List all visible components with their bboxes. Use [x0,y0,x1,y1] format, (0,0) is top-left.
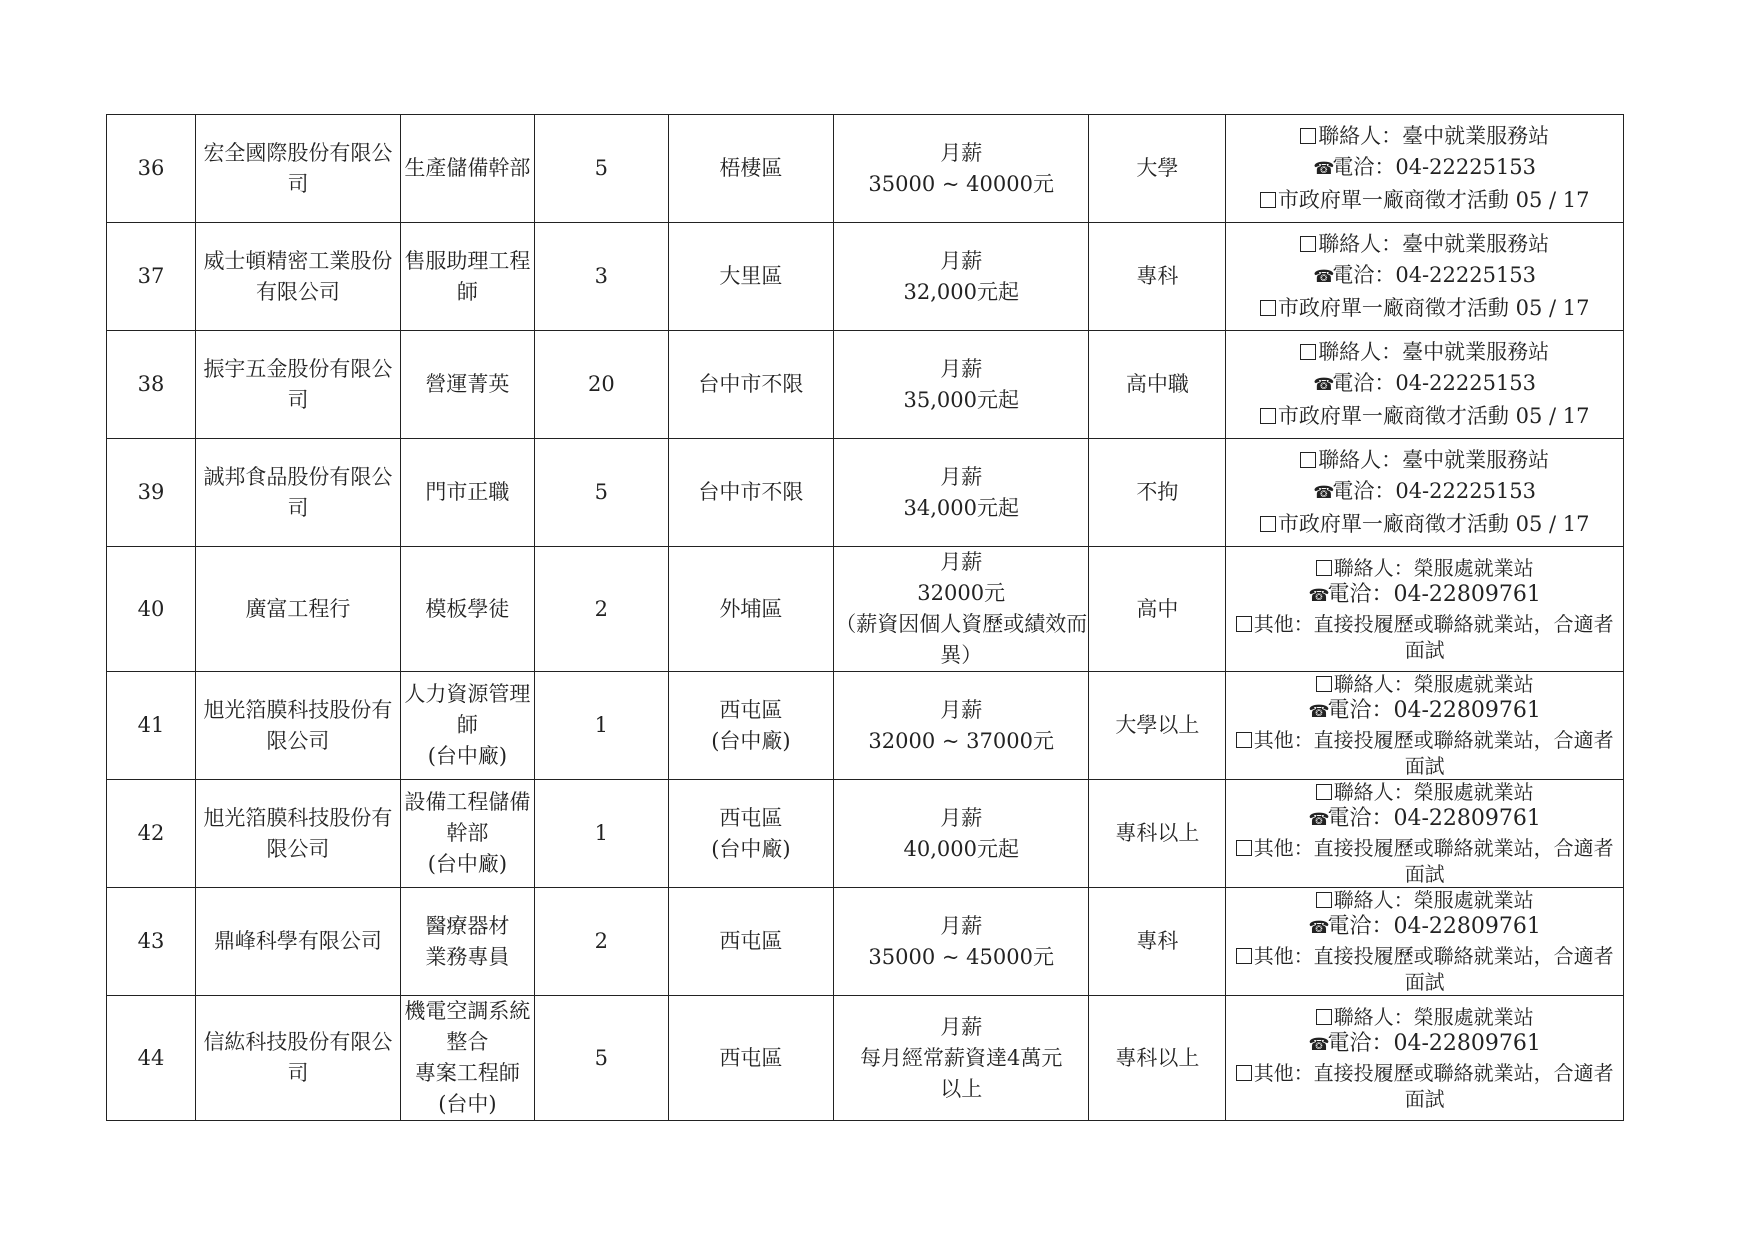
contact-person-line [1226,229,1623,260]
education-cell [1089,672,1226,780]
headcount: 5 [594,480,609,504]
education-cell [1089,115,1226,223]
education: 專科 [1136,929,1179,953]
position-cell [400,331,534,439]
position-line: 設備工程儲備幹部 [404,790,531,845]
location-line: 西屯區 [719,1045,783,1070]
location-cell [668,888,833,996]
salary-cell [834,780,1089,888]
salary-cell [834,331,1089,439]
company-name: 威士頓精密工業股份有限公司 [203,248,393,304]
salary-line: 月薪 [940,697,983,722]
contact-cell [1226,331,1624,439]
location-line: (台中廠) [711,836,791,861]
contact-note: 其他：直接投履歷或聯絡就業站，合適者面試 [1253,944,1614,994]
location-line: 西屯區 [719,697,783,722]
headcount: 20 [587,372,615,396]
salary-line: 月薪 [940,1014,983,1039]
location-cell [668,996,833,1121]
location-line: 西屯區 [719,929,783,953]
salary-line: 40,000元起 [903,836,1019,861]
location-line: 台中市不限 [698,480,804,504]
contact-note-line [1226,185,1623,216]
salary-line: 月薪 [940,913,983,938]
contact-phone-line [1226,696,1623,727]
salary-line: 月薪 [940,248,983,273]
contact-person: 聯絡人：臺中就業服務站 [1318,124,1550,148]
headcount: 5 [594,1045,609,1070]
company-name-cell [195,996,400,1121]
company-name-cell [195,547,400,672]
location-cell [668,672,833,780]
contact-note-line [1226,1060,1623,1112]
checkbox-icon [1316,1009,1332,1025]
table-row [107,996,1624,1121]
salary-line: 月薪 [940,805,983,830]
contact-phone-line [1226,368,1623,401]
headcount-cell [534,780,668,888]
contact-note: 市政府單一廠商徵才活動 05 / 17 [1277,404,1590,428]
contact-note: 市政府單一廠商徵才活動 05 / 17 [1277,188,1590,212]
contact-cell [1226,439,1624,547]
position-line: 售服助理工程師 [404,248,531,304]
salary-line: 月薪 [940,550,983,574]
contact-phone-line [1226,912,1623,943]
checkbox-icon [1260,408,1276,424]
location-cell [668,439,833,547]
contact-person-line [1226,121,1623,152]
row-number-cell [107,780,196,888]
headcount-cell [534,115,668,223]
headcount-cell [534,547,668,672]
headcount-cell [534,888,668,996]
position-line: 門市正職 [425,480,510,504]
contact-note-line [1226,611,1623,663]
company-name: 鼎峰科學有限公司 [213,929,382,953]
checkbox-icon [1260,192,1276,208]
phone-icon: ☎ [1308,1034,1330,1055]
row-number-cell [107,439,196,547]
position-line: (台中廠) [427,852,508,876]
row-number: 36 [137,156,165,180]
phone-icon: ☎ [1313,267,1335,287]
phone-icon: ☎ [1308,585,1330,606]
row-number: 44 [137,1045,165,1070]
location-line: 梧棲區 [719,156,783,180]
salary-line: 32000元 [917,581,1006,605]
education-cell [1089,439,1226,547]
salary-line: 34,000元起 [903,495,1019,520]
company-name: 信紘科技股份有限公司 [203,1030,393,1085]
headcount: 3 [594,264,609,288]
contact-note-line [1226,943,1623,995]
checkbox-icon [1236,732,1252,748]
position-line: 專案工程師 [414,1061,520,1085]
location-line: 西屯區 [719,805,783,830]
row-number-cell [107,996,196,1121]
location-cell [668,115,833,223]
salary-line: 以上 [940,1076,983,1101]
salary-cell [834,996,1089,1121]
contact-person: 聯絡人：臺中就業服務站 [1318,448,1550,472]
salary-line: 32000 ~ 37000元 [868,728,1054,753]
location-cell [668,547,833,672]
headcount: 5 [594,156,609,180]
contact-phone-line [1226,260,1623,293]
contact-phone: 電洽：04-22225153 [1332,479,1537,503]
contact-person-line [1226,337,1623,368]
contact-phone: 電洽：04-22225153 [1332,155,1537,179]
salary-cell [834,223,1089,331]
table-row [107,780,1624,888]
position-line: 生產儲備幹部 [404,156,531,180]
company-name: 廣富工程行 [245,596,351,621]
position-cell [400,780,534,888]
contact-note: 市政府單一廠商徵才活動 05 / 17 [1277,512,1590,536]
row-number: 39 [137,480,165,504]
position-cell [400,888,534,996]
checkbox-icon [1316,560,1332,576]
salary-line: （薪資因個人資歷或績效而異） [835,612,1088,667]
education-cell [1089,223,1226,331]
contact-person-line [1226,780,1623,804]
company-name-cell [195,888,400,996]
headcount-cell [534,439,668,547]
contact-cell [1226,888,1624,996]
contact-note-line [1226,509,1623,540]
company-name: 旭光箔膜科技股份有限公司 [203,697,393,753]
contact-person: 聯絡人：榮服處就業站 [1333,555,1534,580]
row-number: 38 [137,372,165,396]
checkbox-icon [1300,344,1316,360]
position-cell [400,996,534,1121]
row-number: 41 [137,713,165,737]
row-number-cell [107,547,196,672]
salary-line: 月薪 [940,356,983,381]
position-line: 業務專員 [425,944,510,969]
position-cell [400,439,534,547]
salary-line: 35000 ~ 40000元 [868,171,1054,196]
salary-line: 月薪 [940,140,983,165]
salary-cell [834,547,1089,672]
row-number-cell [107,672,196,780]
contact-person-line [1226,1005,1623,1029]
contact-note-line [1226,401,1623,432]
headcount: 1 [594,821,609,845]
row-number-cell [107,115,196,223]
salary-line: 35,000元起 [903,387,1019,412]
row-number: 37 [137,264,165,288]
headcount-cell [534,223,668,331]
company-name-cell [195,115,400,223]
location-line: 外埔區 [719,596,783,621]
contact-cell [1226,996,1624,1121]
contact-person: 聯絡人：榮服處就業站 [1333,888,1534,912]
table-row [107,547,1624,672]
contact-note: 其他：直接投履歷或聯絡就業站，合適者面試 [1253,611,1614,662]
location-line: (台中廠) [711,728,791,753]
table-row [107,888,1624,996]
contact-person: 聯絡人：榮服處就業站 [1333,1004,1534,1029]
location-cell [668,331,833,439]
contact-cell [1226,115,1624,223]
contact-phone: 電洽：04-22809761 [1327,698,1541,723]
contact-person: 聯絡人：榮服處就業站 [1333,780,1534,804]
position-line: (台中廠) [427,744,508,768]
salary-line: 35000 ~ 45000元 [868,944,1054,969]
headcount: 2 [594,596,609,621]
education-cell [1089,780,1226,888]
row-number: 43 [137,929,165,953]
table-row [107,331,1624,439]
checkbox-icon [1300,452,1316,468]
contact-cell [1226,223,1624,331]
phone-icon: ☎ [1308,810,1330,830]
company-name-cell [195,331,400,439]
company-name: 振宇五金股份有限公司 [203,356,393,412]
headcount-cell [534,672,668,780]
table-row [107,115,1624,223]
contact-phone: 電洽：04-22809761 [1327,806,1541,831]
salary-line: 月薪 [940,464,983,489]
salary-cell [834,115,1089,223]
education: 大學 [1136,156,1179,180]
contact-phone-line [1226,804,1623,835]
company-name-cell [195,780,400,888]
salary-line: 32,000元起 [903,279,1019,304]
contact-phone: 電洽：04-22809761 [1327,1030,1541,1056]
contact-phone-line [1226,152,1623,185]
contact-note: 其他：直接投履歷或聯絡就業站，合適者面試 [1253,1060,1614,1111]
contact-person-line [1226,888,1623,912]
contact-cell [1226,672,1624,780]
company-name: 宏全國際股份有限公司 [203,140,393,196]
location-cell [668,223,833,331]
checkbox-icon [1260,300,1276,316]
education: 高中 [1136,596,1179,621]
row-number: 40 [137,596,165,621]
education-cell [1089,996,1226,1121]
salary-line: 每月經常薪資達4萬元 [860,1045,1063,1070]
contact-phone: 電洽：04-22809761 [1327,914,1541,939]
row-number-cell [107,223,196,331]
company-name: 誠邦食品股份有限公司 [203,464,393,520]
table-row [107,223,1624,331]
contact-phone: 電洽：04-22225153 [1332,263,1537,287]
contact-phone-line [1226,1029,1623,1060]
table-row [107,439,1624,547]
headcount-cell [534,331,668,439]
contact-phone: 電洽：04-22809761 [1327,581,1541,607]
education-cell [1089,888,1226,996]
position-line: 營運菁英 [425,372,510,396]
contact-note-line [1226,293,1623,324]
position-cell [400,223,534,331]
phone-icon: ☎ [1313,375,1335,395]
checkbox-icon [1300,236,1316,252]
checkbox-icon [1260,516,1276,532]
position-cell [400,672,534,780]
position-line: 模板學徒 [425,596,510,621]
headcount: 1 [594,713,609,737]
checkbox-icon [1236,948,1252,964]
contact-phone-line [1226,580,1623,611]
contact-cell [1226,780,1624,888]
education: 大學以上 [1115,713,1200,737]
row-number-cell [107,331,196,439]
contact-note-line [1226,727,1623,779]
company-name-cell [195,223,400,331]
company-name: 旭光箔膜科技股份有限公司 [203,805,393,861]
checkbox-icon [1316,784,1332,800]
contact-phone: 電洽：04-22225153 [1332,371,1537,395]
checkbox-icon [1236,840,1252,856]
headcount-cell [534,996,668,1121]
company-name-cell [195,439,400,547]
position-cell [400,115,534,223]
checkbox-icon [1236,1065,1252,1081]
position-line: 機電空調系統整合 [404,999,531,1054]
salary-cell [834,888,1089,996]
contact-person: 聯絡人：榮服處就業站 [1333,672,1534,696]
contact-note: 市政府單一廠商徵才活動 05 / 17 [1277,296,1590,320]
position-line: 人力資源管理師 [404,682,531,737]
contact-person-line [1226,672,1623,696]
checkbox-icon [1316,892,1332,908]
contact-note-line [1226,835,1623,887]
contact-person: 聯絡人：臺中就業服務站 [1318,232,1550,256]
contact-person-line [1226,556,1623,580]
contact-note: 其他：直接投履歷或聯絡就業站，合適者面試 [1253,728,1614,778]
checkbox-icon [1300,128,1316,144]
contact-note: 其他：直接投履歷或聯絡就業站，合適者面試 [1253,836,1614,886]
checkbox-icon [1316,676,1332,692]
company-name-cell [195,672,400,780]
position-line: 醫療器材 [425,913,510,938]
job-listing-table [106,114,1624,1121]
position-line: (台中) [438,1092,497,1116]
phone-icon: ☎ [1308,918,1330,938]
location-cell [668,780,833,888]
contact-person: 聯絡人：臺中就業服務站 [1318,340,1550,364]
phone-icon: ☎ [1308,702,1330,722]
location-line: 大里區 [719,264,783,288]
headcount: 2 [594,929,609,953]
education: 專科以上 [1115,1045,1200,1070]
salary-cell [834,672,1089,780]
education: 專科 [1136,264,1179,288]
contact-person-line [1226,445,1623,476]
education-cell [1089,331,1226,439]
education: 專科以上 [1115,821,1200,845]
education: 高中職 [1125,372,1189,396]
contact-cell [1226,547,1624,672]
education-cell [1089,547,1226,672]
table-row [107,672,1624,780]
contact-phone-line [1226,476,1623,509]
position-cell [400,547,534,672]
phone-icon: ☎ [1313,159,1335,179]
row-number-cell [107,888,196,996]
salary-cell [834,439,1089,547]
row-number: 42 [137,821,165,845]
location-line: 台中市不限 [698,372,804,396]
checkbox-icon [1236,616,1252,632]
education: 不拘 [1136,480,1179,504]
phone-icon: ☎ [1313,483,1335,503]
